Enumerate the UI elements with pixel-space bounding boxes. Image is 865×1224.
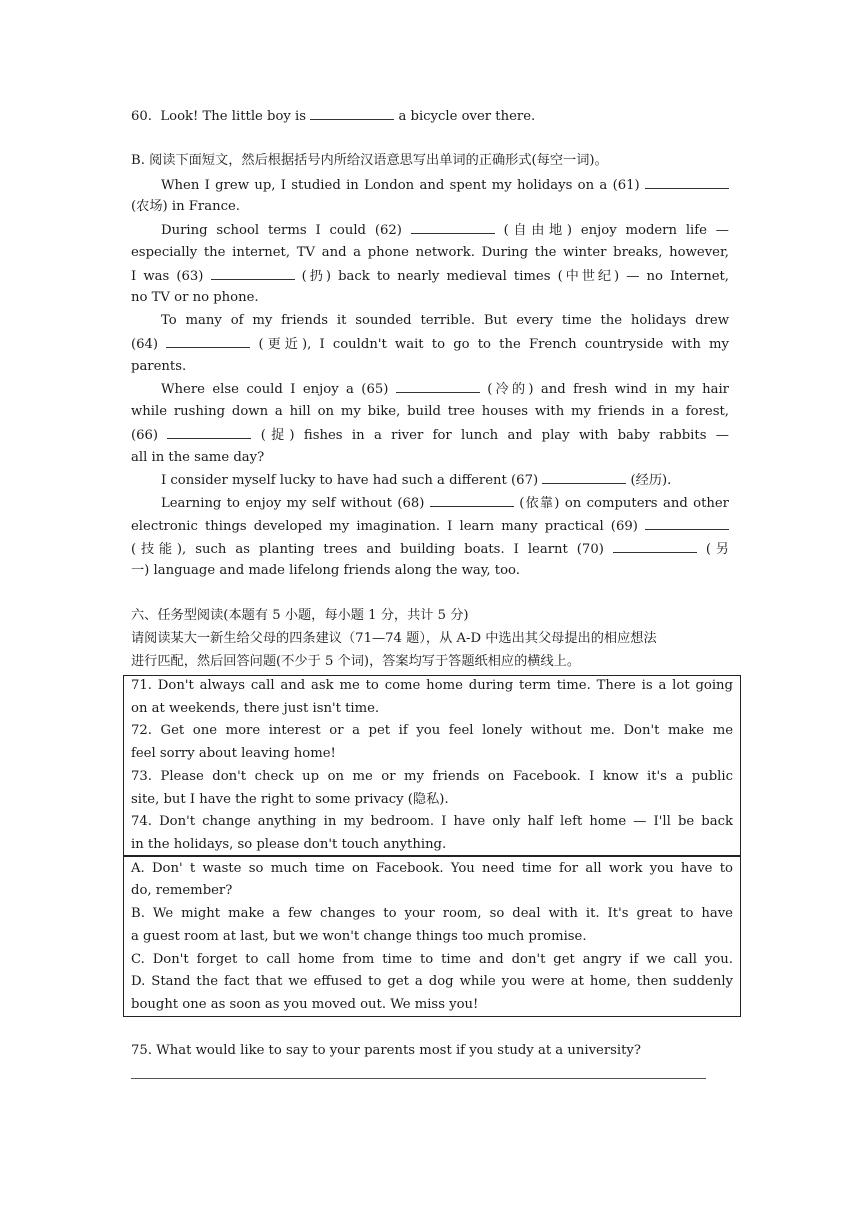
response-line: D. Stand the fact that we effused to get a dog while you were at home, then suddenly: [131, 974, 733, 989]
passage-text: I was (63): [131, 269, 204, 284]
passage-line: [131, 517, 729, 536]
section-6-instruction-1: 请阅读某大一新生给父母的四条建议（71—74 题），从 A-D 中选出其父母提出的相应想法: [131, 631, 657, 646]
passage-text: Where else could I enjoy a (65): [161, 382, 389, 397]
passage-line: [131, 289, 729, 307]
passage-line: [131, 426, 729, 445]
suggestion-line: site, but I have the right to some privacy (隐私).: [131, 792, 449, 807]
section-b-title: B. 阅读下面短文，然后根据括号内所给汉语意思写出单词的正确形式(每空一词)。: [131, 153, 608, 168]
answer-blank[interactable]: [166, 335, 250, 348]
passage-line: [161, 221, 729, 240]
passage-text: (捉) fishes in a river for lunch and play with baby rabbits —: [260, 428, 729, 443]
response-line: do, remember?: [131, 883, 233, 898]
passage-line: [161, 380, 729, 399]
answer-blank[interactable]: [645, 176, 729, 189]
passage-text: especially the internet, TV and a phone network. During the winter breaks, however,: [131, 245, 729, 260]
passage-line: [161, 312, 729, 330]
passage-text: (自由地) enjoy modern life —: [503, 223, 729, 238]
answer-blank[interactable]: [613, 540, 697, 553]
passage-text: (另: [705, 542, 729, 557]
response-line: B. We might make a few changes to your room, so deal with it. It's great to have: [131, 906, 733, 921]
passage-line: [131, 335, 729, 354]
passage-line: [131, 403, 729, 421]
passage-text: parents.: [131, 359, 187, 374]
suggestion-line: 74. Don't change anything in my bedroom. I have only half left home — I'll be back: [131, 814, 733, 829]
passage-line: [161, 471, 729, 490]
passage-line: [131, 244, 729, 262]
passage-line: [131, 449, 729, 467]
answer-blank[interactable]: [430, 494, 514, 507]
passage-text: (依靠) on computers and other: [519, 496, 729, 511]
passage-text: (66): [131, 428, 159, 443]
question-number: 60.: [131, 109, 152, 124]
section-6-title: 六、任务型阅读(本题有 5 小题，每小题 1 分，共计 5 分): [131, 608, 469, 623]
passage-text: (技能), such as planting trees and building boats. I learnt (70): [131, 542, 604, 557]
answer-blank[interactable]: [167, 426, 251, 439]
passage-text: To many of my friends it sounded terrible. But every time the holidays drew: [161, 313, 729, 328]
passage-text: Learning to enjoy my self without (68): [161, 496, 425, 511]
question-text-before: Look! The little boy is: [160, 109, 307, 124]
answer-blank[interactable]: [396, 380, 480, 393]
response-line: C. Don't forget to call home from time to time and don't get angry if we call you.: [131, 952, 733, 967]
passage-text: (农场) in France.: [131, 199, 240, 214]
answer-blank[interactable]: [542, 471, 626, 484]
passage-line: [131, 540, 729, 559]
passage-text: When I grew up, I studied in London and spent my holidays on a (61): [161, 178, 640, 193]
response-line: A. Don' t waste so much time on Facebook. You need time for all work you have to: [131, 861, 733, 876]
passage-text: (扔) back to nearly medieval times (中世纪) — no Internet,: [301, 269, 729, 284]
passage-text: I consider myself lucky to have had such a different (67): [161, 473, 539, 488]
suggestion-line: 73. Please don't check up on me or my friends on Facebook. I know it's a public: [131, 769, 733, 784]
suggestion-line: feel sorry about leaving home!: [131, 746, 336, 761]
suggestion-line: 71. Don't always call and ask me to come home during term time. There is a lot going: [131, 678, 733, 693]
answer-blank[interactable]: [411, 221, 495, 234]
answer-blank[interactable]: [211, 267, 295, 280]
passage-text: while rushing down a hill on my bike, build tree houses with my friends in a forest,: [131, 404, 729, 419]
passage-text: all in the same day?: [131, 450, 265, 465]
question-75: 75. What would like to say to your parents most if you study at a university?: [131, 1043, 641, 1058]
passage-text: electronic things developed my imagination. I learn many practical (69): [131, 519, 638, 534]
passage-text: no TV or no phone.: [131, 290, 259, 305]
passage-line: [161, 494, 729, 513]
answer-blank[interactable]: [645, 517, 729, 530]
question-60: [131, 107, 729, 126]
passage-text: (冷的) and fresh wind in my hair: [487, 382, 729, 397]
passage-line: [161, 176, 729, 195]
suggestion-line: 72. Get one more interest or a pet if you feel lonely without me. Don't make me: [131, 723, 733, 738]
passage-line: [131, 562, 729, 580]
section-6-instruction-2: 进行匹配，然后回答问题(不少于 5 个词)，答案均写于答题纸相应的横线上。: [131, 654, 581, 669]
passage-text: During school terms I could (62): [161, 223, 402, 238]
passage-text: (64): [131, 337, 159, 352]
question-text-after: a bicycle over there.: [398, 109, 536, 124]
passage-line: [131, 358, 729, 376]
passage-line: [131, 198, 729, 216]
suggestion-line: on at weekends, there just isn't time.: [131, 701, 380, 716]
passage-text: 一) language and made lifelong friends along the way, too.: [131, 563, 520, 578]
answer-line-75[interactable]: [131, 1078, 706, 1079]
answer-blank[interactable]: [310, 107, 394, 120]
passage-line: [131, 267, 729, 286]
passage-text: (更近), I couldn't wait to go to the French countryside with my: [258, 337, 729, 352]
response-line: a guest room at last, but we won't change things too much promise.: [131, 929, 587, 944]
passage-text: (经历).: [630, 473, 672, 488]
response-line: bought one as soon as you moved out. We miss you!: [131, 997, 479, 1012]
suggestion-line: in the holidays, so please don't touch anything.: [131, 837, 447, 852]
